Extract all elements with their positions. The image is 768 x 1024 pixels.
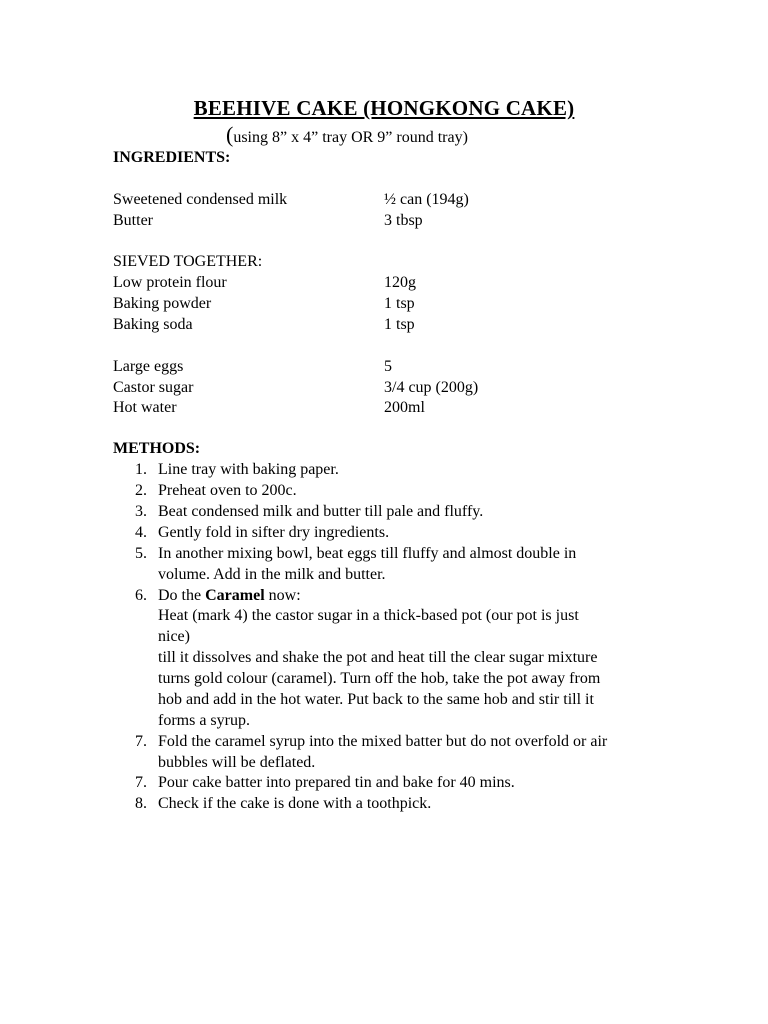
- ingredient-row: [0, 314, 768, 335]
- page-title: BEEHIVE CAKE (HONGKONG CAKE): [193, 96, 575, 120]
- step-text: forms a syrup.: [158, 712, 250, 729]
- ingredient-quantity: 3 tbsp: [384, 212, 423, 229]
- step-text: In another mixing bowl, beat eggs till fluffy and almost double in: [158, 545, 577, 562]
- step-number: 3.: [135, 503, 147, 520]
- step-text: Check if the cake is done with a toothpick.: [158, 795, 432, 812]
- ingredient-name: Baking soda: [113, 316, 193, 333]
- ingredient-quantity: 3/4 cup (200g): [384, 379, 479, 396]
- page-subtitle: [226, 122, 468, 151]
- ingredient-quantity: 1 tsp: [384, 316, 415, 333]
- step-text: Line tray with baking paper.: [158, 461, 339, 478]
- step-number: 1.: [135, 461, 147, 478]
- ingredient-name: Castor sugar: [113, 379, 194, 396]
- ingredient-row: [0, 189, 768, 210]
- ingredients-heading: INGREDIENTS:: [113, 149, 231, 166]
- step-text: Fold the caramel syrup into the mixed batter but do not overfold or air: [158, 733, 608, 750]
- step-number: 2.: [135, 482, 147, 499]
- ingredient-quantity: 1 tsp: [384, 295, 415, 312]
- sieved-together-heading: SIEVED TOGETHER:: [113, 253, 263, 270]
- step-number: 6.: [135, 587, 147, 604]
- step-number: 4.: [135, 524, 147, 541]
- step-number: 5.: [135, 545, 147, 562]
- caramel-bold: Caramel: [205, 587, 265, 604]
- step-text: Gently fold in sifter dry ingredients.: [158, 524, 390, 541]
- step-text: hob and add in the hot water. Put back to the same hob and stir till it: [158, 691, 594, 708]
- ingredient-name: Large eggs: [113, 358, 184, 375]
- ingredient-row: [0, 272, 768, 293]
- step-number: 8.: [135, 795, 147, 812]
- ingredient-name: Sweetened condensed milk: [113, 191, 288, 208]
- step-number: 7.: [135, 774, 147, 791]
- step-text: volume. Add in the milk and butter.: [158, 566, 386, 583]
- ingredient-name: Hot water: [113, 399, 177, 416]
- subtitle-text: using 8” x 4” tray OR 9” round tray): [233, 129, 468, 146]
- ingredient-row: [0, 377, 768, 398]
- ingredient-quantity: 200ml: [384, 399, 425, 416]
- ingredient-row: [0, 356, 768, 377]
- step-number: 7.: [135, 733, 147, 750]
- ingredient-row: [0, 397, 768, 418]
- ingredient-quantity: 5: [384, 358, 392, 375]
- step-text: Heat (mark 4) the castor sugar in a thick-based pot (our pot is just: [158, 607, 579, 624]
- step-text-post: now:: [264, 587, 301, 604]
- step-text: bubbles will be deflated.: [158, 754, 316, 771]
- methods-heading: METHODS:: [113, 440, 201, 457]
- step-text-pre: Do the: [158, 587, 206, 604]
- step-text: [158, 585, 301, 606]
- step-text: turns gold colour (caramel). Turn off the hob, take the pot away from: [158, 670, 601, 687]
- step-text: Beat condensed milk and butter till pale and fluffy.: [158, 503, 484, 520]
- ingredient-name: Baking powder: [113, 295, 212, 312]
- ingredient-name: Butter: [113, 212, 153, 229]
- step-text: Pour cake batter into prepared tin and bake for 40 mins.: [158, 774, 515, 791]
- step-text: Preheat oven to 200c.: [158, 482, 297, 499]
- ingredient-name: Low protein flour: [113, 274, 227, 291]
- step-text: nice): [158, 628, 190, 645]
- ingredient-row: [0, 210, 768, 231]
- step-text: till it dissolves and shake the pot and heat till the clear sugar mixture: [158, 649, 598, 666]
- ingredient-row: [0, 293, 768, 314]
- ingredient-quantity: ½ can (194g): [384, 191, 469, 208]
- subtitle-open-paren: (: [226, 122, 234, 147]
- ingredient-quantity: 120g: [384, 274, 416, 291]
